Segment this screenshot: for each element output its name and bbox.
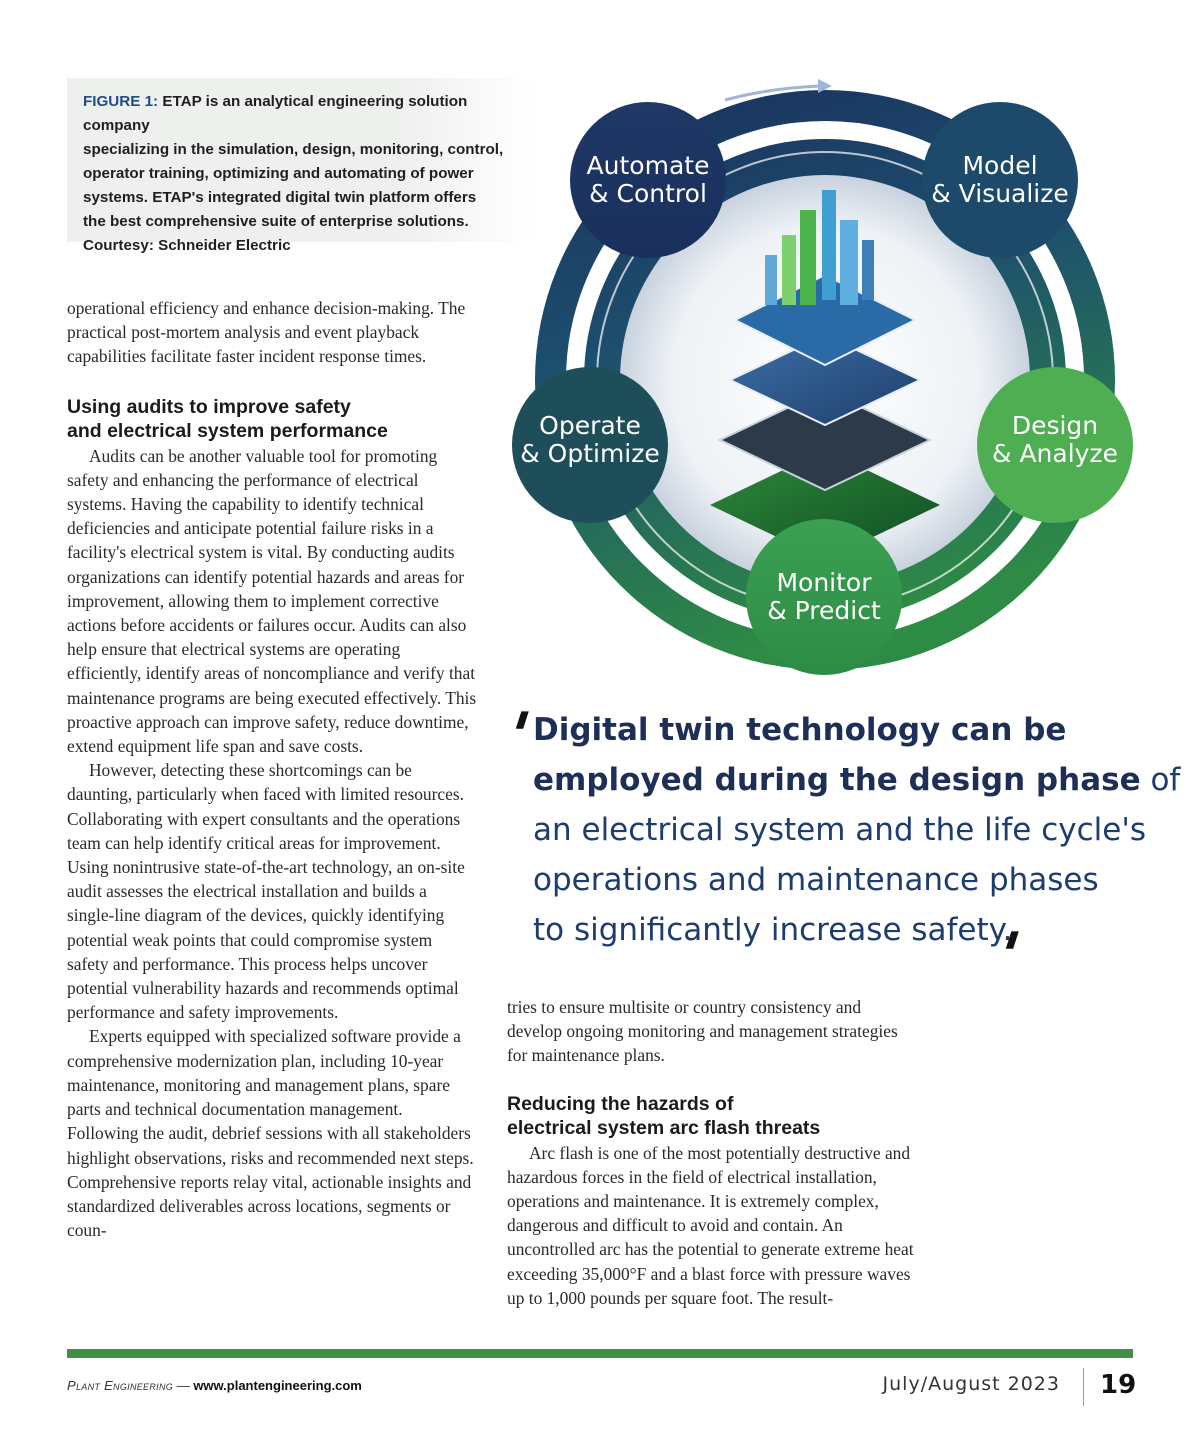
quote-bold: Digital twin technology can be bbox=[533, 712, 1067, 748]
caption-line: operator training, optimizing and automating of power bbox=[83, 165, 474, 182]
body-paragraph: Audits can be another valuable tool for promoting safety and enhancing the performance of electrical systems. Having the capability to identify technical deficiencies and anticipate potential failure risks in a facility's electrical system is vital. By conducting audits organizations can identify potential hazards and areas for improvement, allowing them to implement corrective actions before accidents or failures occur. Audits can also help ensure that electrical systems are operating efficiently, identify areas of noncompliance and verify that maintenance programs are being executed effectively. This proactive approach can improve safety, reduce downtime, extend equipment life span and save costs. bbox=[67, 445, 477, 757]
open-quote-icon: ' bbox=[494, 700, 539, 774]
page-number: 19 bbox=[1100, 1370, 1137, 1400]
heading-line: electrical system arc flash threats bbox=[507, 1117, 821, 1140]
node-label-line1: Automate bbox=[586, 151, 710, 180]
quote-line bbox=[533, 705, 1173, 755]
footer-publication bbox=[67, 1378, 362, 1393]
node-operate-optimize bbox=[512, 367, 668, 523]
digital-twin-cycle-graphic bbox=[500, 70, 1160, 690]
figure-caption bbox=[67, 78, 537, 254]
node-label-line2: & Visualize bbox=[931, 179, 1069, 208]
caption-line: systems. ETAP's integrated digital twin platform offers bbox=[83, 189, 477, 206]
quote-line bbox=[533, 755, 1181, 805]
caption-text bbox=[83, 90, 521, 258]
heading-line: Using audits to improve safety bbox=[67, 395, 351, 418]
heading-line: Reducing the hazards of bbox=[507, 1092, 734, 1115]
node-label-line1: Design bbox=[1011, 411, 1099, 440]
intro-paragraph: operational efficiency and enhance decision-making. The practical post-mortem analysis and event playback capabilities facilitate faster incident response times. bbox=[67, 298, 466, 367]
node-label-line2: & Optimize bbox=[520, 439, 660, 468]
quote-text: of bbox=[1140, 762, 1181, 798]
left-column bbox=[67, 296, 477, 1242]
node-monitor-predict bbox=[746, 519, 902, 675]
node-label-line2: & Control bbox=[589, 179, 707, 208]
issue-date: July/August 2023 bbox=[882, 1373, 1060, 1395]
quote-bold: employed during the design phase bbox=[533, 762, 1141, 798]
heading-line: and electrical system performance bbox=[67, 420, 388, 443]
quote-line: an electrical system and the life cycle's bbox=[533, 812, 1147, 848]
node-design-analyze bbox=[977, 367, 1133, 523]
section-heading-arc-flash bbox=[507, 1092, 917, 1141]
node-automate-control bbox=[570, 102, 726, 258]
right-column bbox=[507, 995, 917, 1310]
caption-line: Courtesy: Schneider Electric bbox=[83, 237, 291, 254]
node-label-line1: Operate bbox=[539, 411, 641, 440]
node-label-line2: & Predict bbox=[767, 596, 881, 625]
publication-name: Plant Engineering bbox=[67, 1378, 174, 1393]
caption-line: the best comprehensive suite of enterprise solutions. bbox=[83, 213, 469, 230]
caption-line: ETAP is an analytical engineering solution company bbox=[83, 93, 468, 134]
publication-url[interactable]: www.plantengineering.com bbox=[193, 1378, 362, 1393]
quote-line: operations and maintenance phases bbox=[533, 862, 1099, 898]
cycle-diagram bbox=[500, 70, 1160, 690]
footer-divider bbox=[1083, 1368, 1084, 1406]
footer-separator: — bbox=[173, 1378, 194, 1393]
node-label-line2: & Analyze bbox=[992, 439, 1118, 468]
close-quote-icon: ' bbox=[984, 920, 1029, 994]
body-paragraph: Arc flash is one of the most potentially destructive and hazardous forces in the field of electrical installation, operations and maintenance. It is extremely complex, dangerous and difficult to avoid and contain. An uncontrolled arc has the potential to generate extreme heat exceeding 35,000°F and a blast force with pressure waves up to 1,000 pounds per square foot. The result- bbox=[507, 1142, 914, 1308]
caption-lead: FIGURE 1: bbox=[83, 93, 159, 110]
footer-rule bbox=[67, 1349, 1133, 1358]
node-model-visualize bbox=[922, 102, 1078, 258]
body-paragraph: However, detecting these shortcomings can be daunting, particularly when faced with limited resources. Collaborating with expert consultants and the operations team can help identify critical areas for improvement. Using nonintrusive state-of-the-art technology, an on-site audit assesses the electrical installation and builds a single-line diagram of the devices, quickly identifying potential weak points that could compromise system safety and performance. This process helps uncover potential vulnerability hazards and recommends optimal performance and safety improvements. bbox=[67, 760, 465, 1023]
node-label-line1: Model bbox=[962, 151, 1038, 180]
quote-line: to significantly increase safety. bbox=[533, 912, 1013, 948]
body-paragraph: Experts equipped with specialized software provide a comprehensive modernization plan, including 10-year maintenance, monitoring and management plans, spare parts and technical documentation management. Following the audit, debrief sessions with all stakeholders highlight observations, risks and recommended next steps. Comprehensive reports relay vital, actionable insights and standardized deliverables across locations, segments or coun- bbox=[67, 1026, 474, 1241]
pull-quote bbox=[533, 705, 1181, 955]
section-heading-audits bbox=[67, 395, 477, 444]
intro-paragraph: tries to ensure multisite or country consistency and develop ongoing monitoring and management strategies for maintenance plans. bbox=[507, 997, 898, 1066]
caption-line: specializing in the simulation, design, monitoring, control, bbox=[83, 141, 504, 158]
node-label-line1: Monitor bbox=[776, 568, 872, 597]
